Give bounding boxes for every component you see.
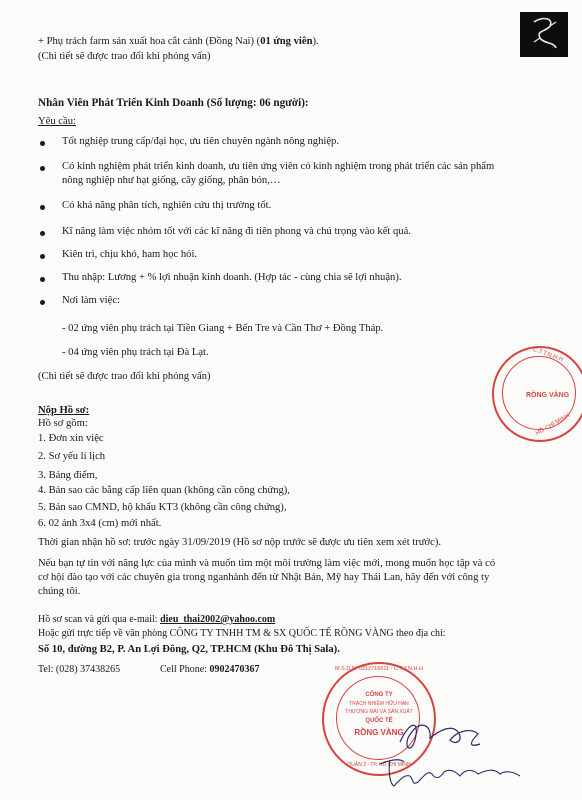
requirement-item: Kiên trì, chịu khó, ham học hỏi. xyxy=(62,249,198,260)
application-heading: Nộp Hồ sơ: xyxy=(38,405,90,416)
farm-line xyxy=(38,36,319,47)
email-label: Hồ sơ scan và gửi qua e-mail: xyxy=(38,614,161,625)
invite-line: Nếu bạn tự tin với năng lực của mình và muốn tìm một môi trường làm việc mới, mong muốn học tập và có xyxy=(38,558,496,569)
bullet-dot xyxy=(40,277,45,282)
application-item: 1. Đơn xin việc xyxy=(38,433,104,444)
office-line: Hoặc gửi trực tiếp về văn phòng CÔNG TY TNHH TM & SX QUỐC TẾ RỒNG VÀNG theo địa chỉ: xyxy=(38,628,446,639)
stamp-line-5: RỒNG VÀNG xyxy=(354,728,404,737)
requirements-label: Yêu cầu: xyxy=(38,116,76,127)
application-deadline: Thời gian nhận hồ sơ: trước ngày 31/09/2019 (Hồ sơ nộp trước sẽ được ưu tiên xem xét trước). xyxy=(38,537,442,548)
application-item: 2. Sơ yếu lí lịch xyxy=(38,451,106,462)
stamp-line-3: THƯƠNG MẠI VÀ SẢN XUẤT xyxy=(345,709,413,715)
requirement-item: Nơi làm việc: xyxy=(62,295,120,306)
requirement-item: Có kinh nghiệm phát triển kinh doanh, ưu tiên ứng viên có kinh nghiệm trong phát triển các sản phẩm xyxy=(62,161,495,172)
email-line xyxy=(38,614,275,625)
farm-line-text: + Phụ trách farm sản xuất hoa cắt cảnh (Đồng Nai) ( xyxy=(38,36,261,47)
stamp-line-2: TRÁCH NHIỆM HỮU HẠN xyxy=(349,701,409,707)
application-item: 6. 02 ảnh 3x4 (cm) mới nhất. xyxy=(38,518,162,529)
signature-scribble xyxy=(360,690,560,800)
farm-line-end: ). xyxy=(312,36,319,47)
application-item: 4. Bản sao các bằng cấp liên quan (không cần công chứng), xyxy=(38,485,290,496)
stamp-text-2: RỒNG VÀNG xyxy=(526,392,570,399)
tel-line: Tel: (028) 37438265 xyxy=(38,664,121,675)
cell-line xyxy=(160,664,259,675)
requirement-item: Kĩ năng làm việc nhóm tốt với các kĩ năng đi tiên phong và chú trọng vào kết quả. xyxy=(62,226,411,237)
bullet-dot xyxy=(40,300,45,305)
invite-line: chúng tôi. xyxy=(38,586,81,597)
invite-line: cơ hội đào tạo với các chuyên gia trong nganhành đến từ Nhật Bản, Mỹ hay Thái Lan, hãy đến với công ty xyxy=(38,572,490,583)
location-item: - 04 ứng viên phụ trách tại Đà Lạt. xyxy=(62,347,209,358)
address-line: Số 10, đường B2, P. An Lợi Đông, Q2, TP.HCM (Khu Đô Thị Sala). xyxy=(38,644,340,655)
detail-note-1: (Chi tiết sẽ được trao đổi khi phỏng vấn) xyxy=(38,51,211,62)
application-item: 3. Bảng điểm, xyxy=(38,470,98,481)
bullet-dot xyxy=(40,141,45,146)
detail-note-2: (Chi tiết sẽ được trao đổi khi phỏng vấn) xyxy=(38,371,211,382)
requirement-item: Thu nhập: Lương + % lợi nhuận kinh doanh. (Hợp tác - cùng chia sẽ lợi nhuận). xyxy=(62,272,402,283)
application-includes-label: Hồ sơ gồm: xyxy=(38,418,88,429)
stamp-text-1: C.T.T.N.H.H xyxy=(531,346,564,364)
email-link[interactable]: dieu_thai2002@yahoo.com xyxy=(160,614,276,625)
bullet-dot xyxy=(40,231,45,236)
stamp-line-1: CÔNG TY xyxy=(365,692,393,698)
stamp-text-3: HỒ CHÍ MINH xyxy=(535,412,571,438)
location-item: - 02 ứng viên phụ trách tại Tiền Giang + Bến Tre và Cần Thơ + Đồng Tháp. xyxy=(62,323,384,334)
requirement-item: Có khả năng phân tích, nghiên cứu thị trường tốt. xyxy=(62,200,272,211)
cell-number: 0902470367 xyxy=(209,664,260,675)
stamp-line-4: QUỐC TẾ xyxy=(365,718,393,724)
requirement-item-cont: nông nghiệp như hạt giống, cây giống, phân bón,… xyxy=(62,175,281,186)
company-stamp-top xyxy=(492,346,582,442)
application-item: 5. Bản sao CMND, hộ khẩu KT3 (không cần công chứng), xyxy=(38,502,287,513)
bullet-dot xyxy=(40,205,45,210)
cell-label: Cell Phone: xyxy=(160,664,210,675)
stamp-ring-text: M.S.D.N: 0312715611 - C.T.T.N.H.H xyxy=(335,666,423,672)
job-title: Nhân Viên Phát Triển Kinh Doanh (Số lượng: 06 người): xyxy=(38,97,309,109)
bullet-dot xyxy=(40,254,45,259)
bullet-dot xyxy=(40,166,45,171)
farm-line-count: 01 ứng viên xyxy=(260,36,313,47)
requirement-item: Tốt nghiệp trung cấp/đại học, ưu tiên chuyên ngành nông nghiệp. xyxy=(62,136,339,147)
stamp-bottom-text: QUẬN 2 - TP. HỒ CHÍ MINH xyxy=(347,762,411,768)
company-logo xyxy=(520,12,568,57)
